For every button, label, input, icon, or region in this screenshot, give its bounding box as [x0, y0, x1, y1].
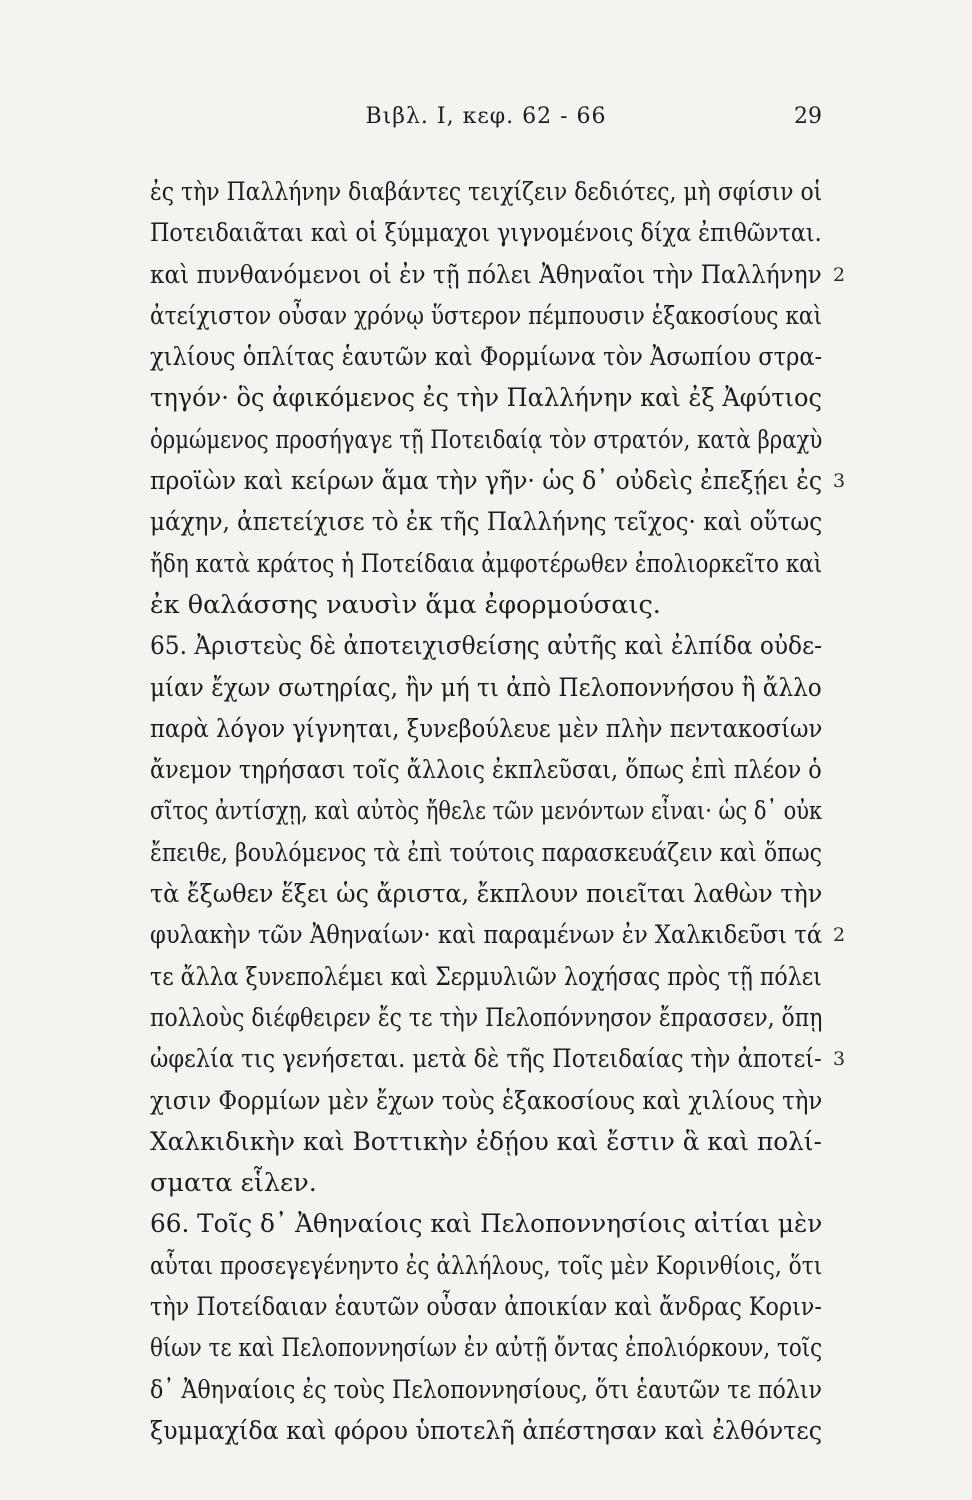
- line-text: Ποτειδαιᾶται καὶ οἱ ξύμμαχοι γιγνομένοις δίχα ἐπιθῶνται.: [150, 218, 822, 249]
- line-text: προϊὼν καὶ κείρων ἅμα τὴν γῆν· ὡς δ᾽ οὐδεὶς ἐπεξῄει ἐς: [150, 466, 823, 497]
- page-header: [150, 104, 822, 140]
- line-text: φυλακὴν τῶν Ἀθηναίων· καὶ παραμένων ἐν Χαλκιδεῦσι τά: [150, 920, 823, 951]
- text-line: [150, 502, 822, 543]
- text-line: [150, 378, 822, 419]
- line-text: πολλοὺς διέφθειρεν ἔς τε τὴν Πελοπόννησον ἔπρασσεν, ὅπῃ: [150, 1002, 823, 1033]
- text-line: [150, 296, 822, 337]
- line-text: αὗται προσεγεγένηντο ἐς ἀλλήλους, τοῖς μὲν Κορινθίοις, ὅτι: [150, 1250, 823, 1281]
- line-text: ἐς τὴν Παλλήνην διαβάντες τειχίζειν δεδιότες, μὴ σφίσιν οἱ: [150, 177, 823, 207]
- text-line: [150, 1122, 822, 1163]
- text-line: [150, 1039, 846, 1080]
- line-text: τηγόν· ὃς ἀφικόμενος ἐς τὴν Παλλήνην καὶ ἐξ Ἀφύτιος: [150, 383, 822, 414]
- text-line: [150, 668, 822, 709]
- text-line: [150, 750, 822, 791]
- line-text: ἤδη κατὰ κράτος ἡ Ποτείδαια ἀμφοτέρωθεν ἐπολιορκεῖτο καὶ: [150, 548, 823, 579]
- line-text: ἄνεμον τηρήσασι τοῖς ἄλλοις ἐκπλεῦσαι, ὅπως ἐπὶ πλέον ὁ: [150, 755, 822, 786]
- line-text: τὴν Ποτείδαιαν ἑαυτῶν οὖσαν ἀποικίαν καὶ ἄνδρας Κοριν-: [150, 1292, 822, 1323]
- line-text: Χαλκιδικὴν καὶ Βοττικὴν ἐδῄου καὶ ἔστιν ἃ καὶ πολί-: [150, 1126, 822, 1157]
- line-text: σματα εἷλεν.: [150, 1168, 317, 1199]
- text-line: [150, 833, 822, 874]
- line-text: χισιν Φορμίων μὲν ἔχων τοὺς ἑξακοσίους καὶ χιλίους τὴν: [150, 1085, 823, 1116]
- line-text: καὶ πυνθανόμενοι οἱ ἐν τῇ πόλει Ἀθηναῖοι τὴν Παλλήνην: [150, 259, 822, 290]
- text-line: [150, 915, 846, 956]
- page-number: 29: [794, 104, 822, 129]
- line-text: ξυμμαχίδα καὶ φόρου ὑποτελῆ ἀπέστησαν καὶ ἐλθόντες: [150, 1415, 823, 1446]
- section-number: 3: [833, 470, 846, 493]
- running-title: Βιβλ. Ι, κεφ. 62 - 66: [365, 104, 607, 129]
- text-line: [150, 213, 822, 254]
- text-line: [150, 585, 822, 626]
- section-number: 2: [833, 924, 846, 947]
- section-number: 3: [833, 1048, 846, 1071]
- line-text: 66. Τοῖς δ᾽ Ἀθηναίοις καὶ Πελοποννησίοις αἰτίαι μὲν: [150, 1209, 823, 1240]
- line-text: παρὰ λόγον γίγνηται, ξυνεβούλευε μὲν πλὴν πεντακοσίων: [150, 713, 823, 744]
- text-line: [150, 420, 822, 461]
- text-line: [150, 874, 822, 915]
- line-text: χιλίους ὁπλίτας ἑαυτῶν καὶ Φορμίωνα τὸν Ἀσωπίου στρα-: [150, 342, 823, 373]
- line-text: σῖτος ἀντίσχῃ, καὶ αὐτὸς ἤθελε τῶν μενόντων εἶναι· ὡς δ᾽ οὐκ: [150, 796, 823, 827]
- text-line: [150, 461, 846, 502]
- text-line: [150, 1081, 822, 1122]
- text-body: [150, 172, 846, 1452]
- text-line: [150, 1246, 822, 1287]
- text-line: [150, 544, 822, 585]
- text-line: [150, 1370, 822, 1411]
- section-number: 2: [833, 263, 846, 286]
- line-text: τε ἄλλα ξυνεπολέμει καὶ Σερμυλιῶν λοχήσας πρὸς τῇ πόλει: [150, 961, 822, 992]
- text-line: [150, 1411, 822, 1452]
- line-text: μάχην, ἀπετείχισε τὸ ἐκ τῆς Παλλήνης τεῖχος· καὶ οὕτως: [150, 507, 823, 538]
- text-line: [150, 1204, 822, 1245]
- text-line: [150, 626, 822, 667]
- text-line: [150, 1287, 822, 1328]
- line-text: ἐκ θαλάσσης ναυσὶν ἅμα ἐφορμούσαις.: [150, 589, 661, 620]
- line-text: ὠφελία τις γενήσεται. μετὰ δὲ τῆς Ποτειδαίας τὴν ἀποτεί-: [150, 1044, 822, 1075]
- text-line: [150, 255, 846, 296]
- line-text: μίαν ἔχων σωτηρίας, ἢν μή τι ἀπὸ Πελοποννήσου ἢ ἄλλο: [150, 672, 822, 703]
- text-line: [150, 337, 822, 378]
- line-text: ὁρμώμενος προσήγαγε τῇ Ποτειδαίᾳ τὸν στρατόν, κατὰ βραχὺ: [150, 424, 823, 455]
- text-line: [150, 957, 822, 998]
- line-text: θίων τε καὶ Πελοποννησίων ἐν αὐτῇ ὄντας ἐπολιόρκουν, τοῖς: [150, 1333, 823, 1364]
- text-line: [150, 1163, 822, 1204]
- text-line: [150, 791, 822, 832]
- text-line: [150, 172, 822, 213]
- text-line: [150, 709, 822, 750]
- text-line: [150, 998, 822, 1039]
- line-text: τὰ ἔξωθεν ἕξει ὡς ἄριστα, ἔκπλουν ποιεῖται λαθὼν τὴν: [150, 879, 823, 910]
- line-text: 65. Ἀριστεὺς δὲ ἀποτειχισθείσης αὐτῆς καὶ ἐλπίδα οὐδε-: [150, 631, 822, 662]
- line-text: δ᾽ Ἀθηναίοις ἐς τοὺς Πελοποννησίους, ὅτι ἑαυτῶν τε πόλιν: [150, 1374, 822, 1405]
- line-text: ἀτείχιστον οὖσαν χρόνῳ ὕστερον πέμπουσιν ἑξακοσίους καὶ: [150, 300, 823, 331]
- text-line: [150, 1328, 822, 1369]
- line-text: ἔπειθε, βουλόμενος τὰ ἐπὶ τούτοις παρασκευάζειν καὶ ὅπως: [150, 837, 822, 868]
